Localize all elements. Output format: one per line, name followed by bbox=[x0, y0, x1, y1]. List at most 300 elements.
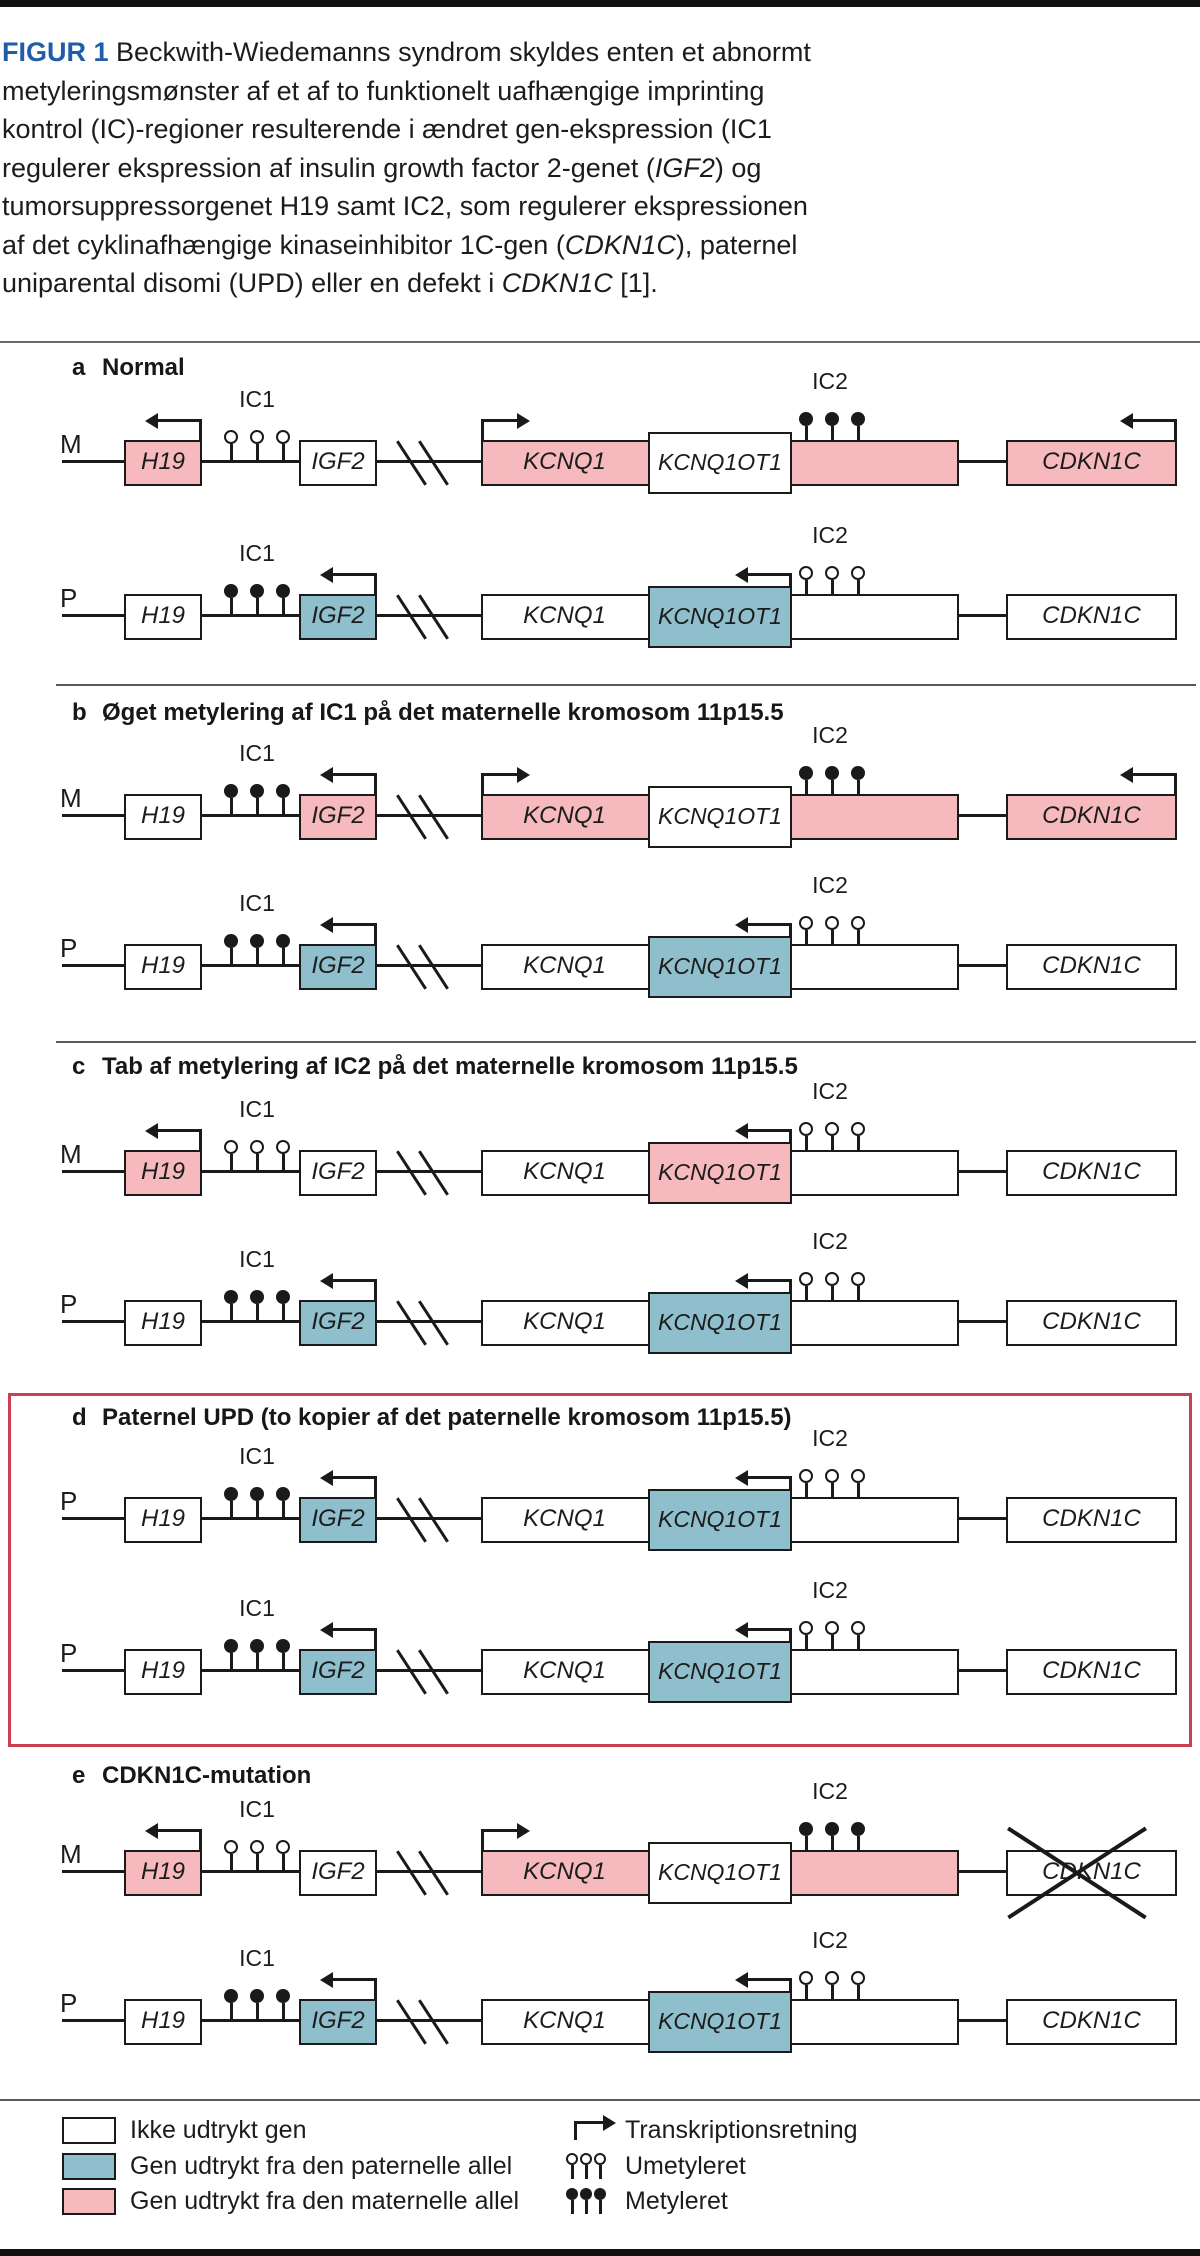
gene-box-kcnq1ot1: KCNQ1OT1 bbox=[648, 586, 792, 648]
lollipop-stick bbox=[256, 1653, 259, 1669]
transcription-arrow-kcnq1ot1-head bbox=[735, 567, 748, 583]
caption-text: ) og tumorsuppressorgenet H19 samt IC2, som regulerer ekspressionen af det cyklinafhængige kinaseinhibitor 1C-gen ( bbox=[2, 152, 808, 260]
lollipop-stick bbox=[857, 1985, 860, 2001]
methylated-lollipop-head bbox=[250, 1487, 264, 1501]
legend-swatch-maternal bbox=[62, 2188, 116, 2215]
lollipop-stick bbox=[282, 1501, 285, 1517]
transcription-arrow-h19-shaft-h bbox=[158, 419, 202, 422]
lollipop-stick bbox=[831, 1483, 834, 1499]
panel-title: Normal bbox=[102, 354, 185, 381]
ic2-label: IC2 bbox=[812, 522, 848, 548]
gene-box-cdkn1c: CDKN1C bbox=[1006, 1150, 1177, 1196]
lollipop-stick bbox=[256, 1154, 259, 1170]
methylated-lollipop-head bbox=[580, 2188, 592, 2200]
lollipop-stick bbox=[831, 930, 834, 946]
lollipop-stick bbox=[805, 1483, 808, 1499]
transcription-arrow-igf2-shaft-h bbox=[333, 1628, 377, 1631]
panel-title: Øget metylering af IC1 på det maternelle kromosom 11p15.5 bbox=[102, 699, 784, 726]
figure-number-label: FIGUR 1 bbox=[2, 37, 109, 67]
methylated-lollipop-head bbox=[799, 766, 813, 780]
lollipop-stick bbox=[256, 1854, 259, 1870]
unmethylated-lollipop-head bbox=[825, 566, 839, 580]
transcription-arrow-cdkn1c-shaft-v bbox=[1174, 419, 1177, 440]
separator-line bbox=[56, 1041, 1196, 1043]
gene-box-h19: H19 bbox=[124, 1649, 202, 1695]
transcription-arrow-cdkn1c-head bbox=[1120, 767, 1133, 783]
legend-label-paternal: Gen udtrykt fra den paternelle allel bbox=[130, 2152, 513, 2180]
lollipop-stick bbox=[585, 2165, 588, 2179]
lollipop-stick bbox=[805, 1286, 808, 1302]
allele-label: M bbox=[60, 783, 82, 813]
methylated-lollipop-head bbox=[224, 1487, 238, 1501]
methylated-lollipop-head bbox=[825, 1822, 839, 1836]
ic1-label: IC1 bbox=[239, 1945, 275, 1971]
transcription-arrow-kcnq1-shaft-v bbox=[481, 419, 484, 440]
panel-title: Tab af metylering af IC2 på det maternelle kromosom 11p15.5 bbox=[102, 1053, 798, 1080]
transcription-arrow-igf2-head bbox=[320, 1972, 333, 1988]
ic2-label: IC2 bbox=[812, 1927, 848, 1953]
gene-box-cdkn1c: CDKN1C bbox=[1006, 1649, 1177, 1695]
chromosome-row bbox=[62, 1778, 1180, 1913]
lollipop-stick bbox=[256, 598, 259, 614]
transcription-arrow-igf2-head bbox=[320, 1622, 333, 1638]
methylated-lollipop-head bbox=[799, 412, 813, 426]
allele-label: P bbox=[60, 1638, 78, 1668]
unmethylated-lollipop-head bbox=[799, 1122, 813, 1136]
bottom-rule bbox=[0, 2249, 1200, 2256]
ic2-label: IC2 bbox=[812, 1228, 848, 1254]
legend-label-unmethylated: Umetyleret bbox=[625, 2152, 746, 2180]
unmethylated-lollipop-head bbox=[799, 1621, 813, 1635]
lollipop-stick bbox=[282, 1854, 285, 1870]
transcription-arrow-igf2-head bbox=[320, 767, 333, 783]
lollipop-stick bbox=[805, 1635, 808, 1651]
transcription-arrow-kcnq1-head bbox=[517, 767, 530, 783]
panel-letter: e bbox=[72, 1762, 86, 1789]
lollipop-stick bbox=[230, 798, 233, 814]
panel-header-c bbox=[72, 1053, 798, 1081]
transcription-arrow-h19-shaft-h bbox=[158, 1829, 202, 1832]
ic2-label: IC2 bbox=[812, 368, 848, 394]
lollipop-stick bbox=[230, 1154, 233, 1170]
panel-letter: d bbox=[72, 1404, 87, 1431]
lollipop-stick bbox=[256, 444, 259, 460]
transcription-arrow-igf2-shaft-v bbox=[374, 773, 377, 794]
lollipop-stick bbox=[230, 598, 233, 614]
ic2-label: IC2 bbox=[812, 722, 848, 748]
gene-label-kcnq1: KCNQ1 bbox=[523, 2007, 606, 2034]
methylated-lollipop-head bbox=[250, 784, 264, 798]
transcription-arrow-igf2-head bbox=[320, 1470, 333, 1486]
transcription-arrow-kcnq1-head bbox=[517, 1823, 530, 1839]
gene-box-kcnq1ot1: KCNQ1OT1 bbox=[648, 1142, 792, 1204]
methylated-lollipop-head bbox=[224, 584, 238, 598]
gene-label-kcnq1: KCNQ1 bbox=[523, 952, 606, 979]
methylated-lollipop-head bbox=[851, 1822, 865, 1836]
unmethylated-lollipop-head bbox=[825, 1469, 839, 1483]
caption-gene-igf2: IGF2 bbox=[654, 152, 715, 183]
gene-box-igf2: IGF2 bbox=[299, 944, 377, 990]
methylated-lollipop-head bbox=[224, 1290, 238, 1304]
unmethylated-lollipop-head bbox=[276, 430, 290, 444]
transcription-arrow-h19-shaft-v bbox=[199, 419, 202, 440]
allele-label: P bbox=[60, 933, 78, 963]
allele-label: P bbox=[60, 583, 78, 613]
transcription-arrow-kcnq1ot1-shaft-h bbox=[748, 1978, 792, 1981]
unmethylated-lollipop-head bbox=[224, 430, 238, 444]
unmethylated-lollipop-head bbox=[250, 1140, 264, 1154]
gene-box-cdkn1c: CDKN1C bbox=[1006, 1497, 1177, 1543]
lollipop-stick bbox=[831, 1985, 834, 2001]
gene-box-igf2: IGF2 bbox=[299, 1300, 377, 1346]
gene-box-igf2: IGF2 bbox=[299, 1850, 377, 1896]
methylated-lollipop-head bbox=[851, 766, 865, 780]
gene-box-h19: H19 bbox=[124, 594, 202, 640]
transcription-arrow-h19-shaft-v bbox=[199, 1829, 202, 1850]
separator-line bbox=[0, 341, 1200, 343]
methylated-lollipop-head bbox=[825, 766, 839, 780]
gene-box-kcnq1ot1: KCNQ1OT1 bbox=[648, 1292, 792, 1354]
lollipop-stick bbox=[857, 580, 860, 596]
lollipop-stick bbox=[230, 2003, 233, 2019]
caption-gene-cdkn1c: CDKN1C bbox=[564, 229, 676, 260]
lollipop-stick bbox=[256, 1501, 259, 1517]
methylated-lollipop-head bbox=[276, 784, 290, 798]
transcription-arrow-kcnq1ot1-head bbox=[735, 1470, 748, 1486]
unmethylated-lollipop-head bbox=[851, 916, 865, 930]
lollipop-stick bbox=[282, 1653, 285, 1669]
transcription-arrow-h19-shaft-h bbox=[158, 1129, 202, 1132]
transcription-arrow-kcnq1ot1-shaft-h bbox=[748, 1129, 792, 1132]
lollipop-stick bbox=[230, 1653, 233, 1669]
lollipop-stick bbox=[857, 1286, 860, 1302]
methylated-lollipop-head bbox=[250, 1639, 264, 1653]
gene-box-cdkn1c: CDKN1C bbox=[1006, 1300, 1177, 1346]
lollipop-stick bbox=[282, 598, 285, 614]
lollipop-stick bbox=[256, 2003, 259, 2019]
gene-box-h19: H19 bbox=[124, 1300, 202, 1346]
unmethylated-lollipop-head bbox=[851, 1971, 865, 1985]
lollipop-stick bbox=[831, 1836, 834, 1852]
separator-line bbox=[0, 2099, 1200, 2101]
unmethylated-lollipop-head bbox=[825, 1122, 839, 1136]
transcription-arrow-igf2-head bbox=[320, 1273, 333, 1289]
gene-box-igf2: IGF2 bbox=[299, 440, 377, 486]
gene-box-igf2: IGF2 bbox=[299, 1497, 377, 1543]
chromosome-row bbox=[62, 1927, 1180, 2062]
unmethylated-lollipop-head bbox=[825, 1272, 839, 1286]
allele-label: P bbox=[60, 1988, 78, 2018]
gene-box-igf2: IGF2 bbox=[299, 1649, 377, 1695]
gene-label-kcnq1: KCNQ1 bbox=[523, 1158, 606, 1185]
lollipop-stick bbox=[230, 444, 233, 460]
gene-label-kcnq1: KCNQ1 bbox=[523, 448, 606, 475]
methylated-lollipop-head bbox=[224, 934, 238, 948]
lollipop-stick bbox=[571, 2200, 574, 2214]
transcription-arrow-igf2-head bbox=[320, 567, 333, 583]
lollipop-stick bbox=[256, 948, 259, 964]
methylated-lollipop-head bbox=[250, 934, 264, 948]
lollipop-stick bbox=[599, 2200, 602, 2214]
gene-box-cdkn1c: CDKN1C bbox=[1006, 1850, 1177, 1896]
caption-text: ), paternel uniparental disomi (UPD) eller en defekt i bbox=[2, 229, 798, 298]
unmethylated-lollipop-head bbox=[825, 1971, 839, 1985]
unmethylated-lollipop-head bbox=[851, 1122, 865, 1136]
methylated-lollipop-head bbox=[250, 1989, 264, 2003]
transcription-arrow-igf2-shaft-v bbox=[374, 1978, 377, 1999]
transcription-arrow-cdkn1c-shaft-v bbox=[1174, 773, 1177, 794]
lollipop-stick bbox=[599, 2165, 602, 2179]
transcription-arrow-h19-head bbox=[145, 1823, 158, 1839]
unmethylated-lollipop-head bbox=[250, 1840, 264, 1854]
figure-caption bbox=[2, 33, 818, 303]
ic1-label: IC1 bbox=[239, 1796, 275, 1822]
transcription-arrow-kcnq1ot1-head bbox=[735, 1273, 748, 1289]
unmethylated-lollipop-head bbox=[276, 1140, 290, 1154]
lollipop-stick bbox=[282, 2003, 285, 2019]
gene-box-kcnq1ot1: KCNQ1OT1 bbox=[648, 432, 792, 494]
chromosome-row bbox=[62, 1577, 1180, 1712]
lollipop-stick bbox=[857, 1483, 860, 1499]
transcription-arrow-h19-head bbox=[145, 413, 158, 429]
transcription-arrow-kcnq1ot1-head bbox=[735, 917, 748, 933]
gene-box-igf2: IGF2 bbox=[299, 594, 377, 640]
allele-label: M bbox=[60, 429, 82, 459]
transcription-arrow-igf2-shaft-h bbox=[333, 923, 377, 926]
ic1-label: IC1 bbox=[239, 540, 275, 566]
methylated-lollipop-head bbox=[799, 1822, 813, 1836]
panel-title: CDKN1C-mutation bbox=[102, 1762, 312, 1789]
methylated-lollipop-head bbox=[224, 784, 238, 798]
ic2-label: IC2 bbox=[812, 872, 848, 898]
allele-label: M bbox=[60, 1839, 82, 1869]
ic1-label: IC1 bbox=[239, 1595, 275, 1621]
transcription-arrow-igf2-shaft-h bbox=[333, 773, 377, 776]
chromosome-row bbox=[62, 1228, 1180, 1363]
chromosome-row bbox=[62, 1425, 1180, 1560]
panel-letter: c bbox=[72, 1053, 86, 1080]
methylated-lollipop-head bbox=[250, 1290, 264, 1304]
gene-box-cdkn1c: CDKN1C bbox=[1006, 944, 1177, 990]
transcription-arrow-kcnq1ot1-head bbox=[735, 1123, 748, 1139]
ic1-label: IC1 bbox=[239, 1246, 275, 1272]
unmethylated-lollipop-head bbox=[594, 2153, 606, 2165]
lollipop-stick bbox=[805, 1136, 808, 1152]
gene-box-kcnq1ot1: KCNQ1OT1 bbox=[648, 936, 792, 998]
allele-label: P bbox=[60, 1486, 78, 1516]
panel-title: Paternel UPD (to kopier af det paternelle kromosom 11p15.5) bbox=[102, 1404, 792, 1431]
legend-label-methylated: Metyleret bbox=[625, 2187, 728, 2215]
gene-box-kcnq1ot1: KCNQ1OT1 bbox=[648, 1842, 792, 1904]
unmethylated-lollipop-head bbox=[276, 1840, 290, 1854]
gene-box-h19: H19 bbox=[124, 440, 202, 486]
transcription-arrow-kcnq1-shaft-h bbox=[481, 773, 517, 776]
unmethylated-lollipop-head bbox=[580, 2153, 592, 2165]
methylated-lollipop-head bbox=[276, 1290, 290, 1304]
gene-label-kcnq1: KCNQ1 bbox=[523, 802, 606, 829]
methylated-lollipop-head bbox=[825, 412, 839, 426]
methylated-lollipop-head bbox=[851, 412, 865, 426]
lollipop-stick bbox=[256, 798, 259, 814]
panel-letter: b bbox=[72, 699, 87, 726]
unmethylated-lollipop-head bbox=[799, 1971, 813, 1985]
lollipop-stick bbox=[805, 780, 808, 796]
lollipop-stick bbox=[857, 1836, 860, 1852]
unmethylated-lollipop-head bbox=[851, 1621, 865, 1635]
transcription-arrow-igf2-shaft-v bbox=[374, 1476, 377, 1497]
unmethylated-lollipop-head bbox=[851, 1272, 865, 1286]
methylated-lollipop-head bbox=[276, 1487, 290, 1501]
ic2-label: IC2 bbox=[812, 1078, 848, 1104]
gene-box-cdkn1c: CDKN1C bbox=[1006, 794, 1177, 840]
transcription-arrow-kcnq1ot1-head bbox=[735, 1622, 748, 1638]
transcription-arrow-h19-shaft-v bbox=[199, 1129, 202, 1150]
gene-box-cdkn1c: CDKN1C bbox=[1006, 594, 1177, 640]
methylated-lollipop-head bbox=[224, 1639, 238, 1653]
transcription-arrow-cdkn1c-shaft-h bbox=[1133, 419, 1177, 422]
lollipop-stick bbox=[831, 1136, 834, 1152]
gene-box-cdkn1c: CDKN1C bbox=[1006, 440, 1177, 486]
unmethylated-lollipop-head bbox=[799, 1272, 813, 1286]
lollipop-stick bbox=[282, 1304, 285, 1320]
allele-label: M bbox=[60, 1139, 82, 1169]
unmethylated-lollipop-head bbox=[250, 430, 264, 444]
legend-swatch-not-expressed bbox=[62, 2117, 116, 2144]
lollipop-stick bbox=[230, 1501, 233, 1517]
lollipop-stick bbox=[282, 948, 285, 964]
gene-box-kcnq1ot1: KCNQ1OT1 bbox=[648, 1641, 792, 1703]
transcription-arrow-kcnq1ot1-shaft-h bbox=[748, 1279, 792, 1282]
transcription-arrow-h19-head bbox=[145, 1123, 158, 1139]
gene-box-h19: H19 bbox=[124, 1497, 202, 1543]
gene-box-igf2: IGF2 bbox=[299, 794, 377, 840]
lollipop-stick bbox=[831, 580, 834, 596]
ic1-label: IC1 bbox=[239, 890, 275, 916]
unmethylated-lollipop-head bbox=[799, 566, 813, 580]
gene-label-kcnq1: KCNQ1 bbox=[523, 1657, 606, 1684]
lollipop-stick bbox=[282, 798, 285, 814]
gene-box-igf2: IGF2 bbox=[299, 1150, 377, 1196]
lollipop-stick bbox=[230, 1854, 233, 1870]
top-rule bbox=[0, 0, 1200, 7]
ic1-label: IC1 bbox=[239, 1096, 275, 1122]
transcription-arrow-kcnq1ot1-shaft-h bbox=[748, 573, 792, 576]
ic2-label: IC2 bbox=[812, 1778, 848, 1804]
transcription-arrow-kcnq1-shaft-v bbox=[481, 773, 484, 794]
lollipop-stick bbox=[857, 780, 860, 796]
methylated-lollipop-head bbox=[276, 1639, 290, 1653]
lollipop-stick bbox=[857, 1136, 860, 1152]
unmethylated-lollipop-head bbox=[825, 916, 839, 930]
methylated-lollipop-head bbox=[276, 934, 290, 948]
transcription-arrow-cdkn1c-shaft-h bbox=[1133, 773, 1177, 776]
chromosome-row bbox=[62, 872, 1180, 1007]
unmethylated-lollipop-head bbox=[566, 2153, 578, 2165]
lollipop-stick bbox=[831, 1635, 834, 1651]
ic1-label: IC1 bbox=[239, 386, 275, 412]
unmethylated-lollipop-head bbox=[825, 1621, 839, 1635]
gene-box-h19: H19 bbox=[124, 1150, 202, 1196]
lollipop-stick bbox=[282, 1154, 285, 1170]
ic2-label: IC2 bbox=[812, 1425, 848, 1451]
unmethylated-lollipop-head bbox=[851, 566, 865, 580]
ic1-label: IC1 bbox=[239, 740, 275, 766]
transcription-arrow-igf2-shaft-v bbox=[374, 1279, 377, 1300]
methylated-lollipop-head bbox=[566, 2188, 578, 2200]
legend-label-transcription: Transkriptionsretning bbox=[625, 2116, 858, 2144]
unmethylated-lollipop-head bbox=[224, 1840, 238, 1854]
methylated-lollipop-head bbox=[594, 2188, 606, 2200]
legend-label-maternal: Gen udtrykt fra den maternelle allel bbox=[130, 2187, 520, 2215]
lollipop-stick bbox=[831, 1286, 834, 1302]
unmethylated-lollipop-head bbox=[224, 1140, 238, 1154]
lollipop-stick bbox=[831, 426, 834, 442]
gene-box-kcnq1ot1: KCNQ1OT1 bbox=[648, 786, 792, 848]
gene-box-cdkn1c: CDKN1C bbox=[1006, 1999, 1177, 2045]
transcription-arrow-igf2-shaft-v bbox=[374, 573, 377, 594]
caption-text: [1]. bbox=[612, 268, 658, 298]
transcription-arrow-kcnq1-shaft-h bbox=[481, 1829, 517, 1832]
allele-label: P bbox=[60, 1289, 78, 1319]
transcription-arrow-cdkn1c-head bbox=[1120, 413, 1133, 429]
lollipop-stick bbox=[282, 444, 285, 460]
transcription-arrow-igf2-shaft-v bbox=[374, 1628, 377, 1649]
lollipop-stick bbox=[805, 1836, 808, 1852]
transcription-arrow-kcnq1-shaft-v bbox=[481, 1829, 484, 1850]
chromosome-row bbox=[62, 722, 1180, 857]
gene-box-kcnq1ot1: KCNQ1OT1 bbox=[648, 1489, 792, 1551]
lollipop-stick bbox=[805, 426, 808, 442]
chromosome-row bbox=[62, 522, 1180, 657]
gene-label-kcnq1: KCNQ1 bbox=[523, 1858, 606, 1885]
transcription-arrow-kcnq1-head bbox=[517, 413, 530, 429]
transcription-arrow-igf2-shaft-v bbox=[374, 923, 377, 944]
gene-box-h19: H19 bbox=[124, 1850, 202, 1896]
ic1-label: IC1 bbox=[239, 1443, 275, 1469]
transcription-arrow-kcnq1-shaft-h bbox=[481, 419, 517, 422]
lollipop-stick bbox=[230, 948, 233, 964]
transcription-arrow-igf2-shaft-h bbox=[333, 1978, 377, 1981]
lollipop-stick bbox=[831, 780, 834, 796]
transcription-arrow-kcnq1ot1-head bbox=[735, 1972, 748, 1988]
gene-box-kcnq1ot1: KCNQ1OT1 bbox=[648, 1991, 792, 2053]
transcription-arrow-kcnq1ot1-shaft-h bbox=[748, 923, 792, 926]
methylated-lollipop-head bbox=[276, 1989, 290, 2003]
unmethylated-lollipop-head bbox=[799, 1469, 813, 1483]
caption-gene-cdkn1c: CDKN1C bbox=[501, 268, 613, 298]
lollipop-stick bbox=[585, 2200, 588, 2214]
caption-text: Beckwith-Wiedemanns syndrom skyldes enten et abnormt metyleringsmønster af et af to funktionelt uafhængige imprinting kontrol (IC)-regioner resulterende i ændret gen-ekspression (IC1 regulerer ekspression af insulin growth factor 2-genet ( bbox=[2, 37, 811, 183]
gene-box-h19: H19 bbox=[124, 1999, 202, 2045]
methylated-lollipop-head bbox=[224, 1989, 238, 2003]
unmethylated-lollipop-head bbox=[799, 916, 813, 930]
legend-swatch-paternal bbox=[62, 2153, 116, 2180]
chromosome-row bbox=[62, 1078, 1180, 1213]
lollipop-stick bbox=[571, 2165, 574, 2179]
unmethylated-lollipop-head bbox=[851, 1469, 865, 1483]
transcription-arrow-igf2-head bbox=[320, 917, 333, 933]
transcription-arrow-igf2-shaft-h bbox=[333, 573, 377, 576]
transcription-arrow-kcnq1ot1-shaft-h bbox=[748, 1476, 792, 1479]
methylated-lollipop-head bbox=[276, 584, 290, 598]
lollipop-stick bbox=[230, 1304, 233, 1320]
chromosome-row bbox=[62, 368, 1180, 503]
transcription-arrow-kcnq1ot1-shaft-h bbox=[748, 1628, 792, 1631]
lollipop-stick bbox=[805, 1985, 808, 2001]
lollipop-stick bbox=[805, 930, 808, 946]
gene-label-kcnq1: KCNQ1 bbox=[523, 1505, 606, 1532]
panel-letter: a bbox=[72, 354, 86, 381]
